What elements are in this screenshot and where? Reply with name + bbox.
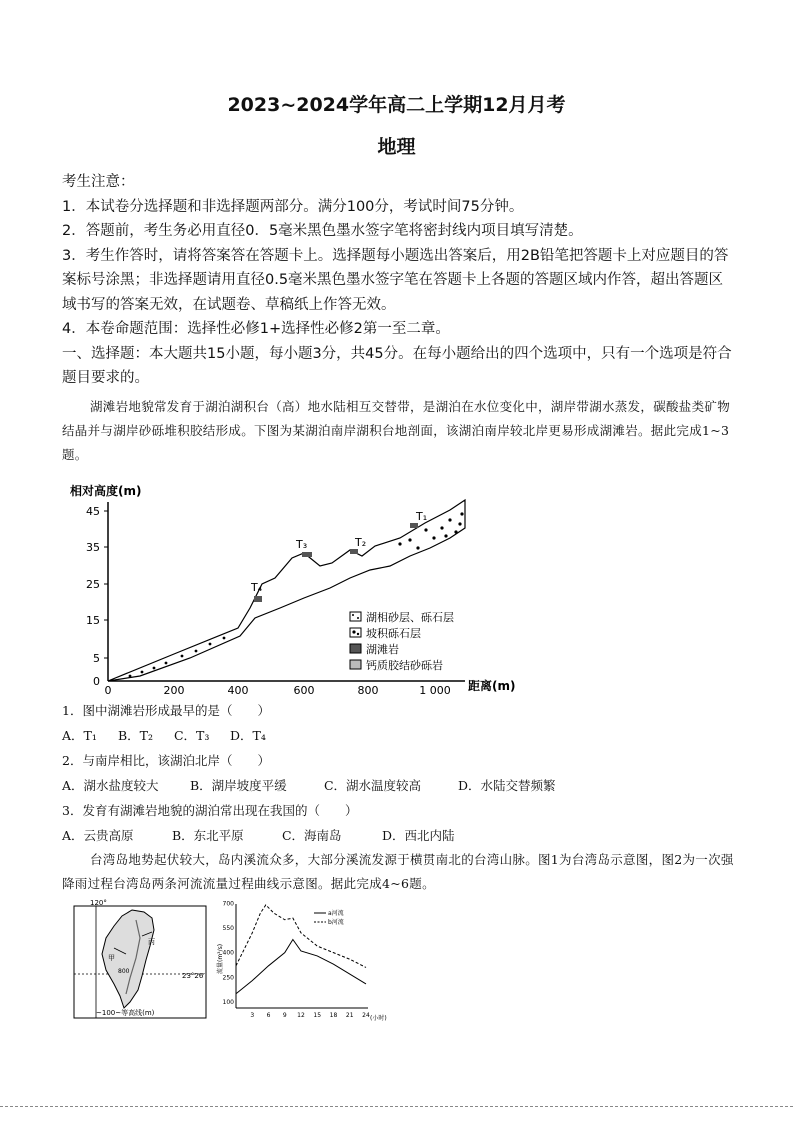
notice-item: 1．本试卷分选择题和非选择题两部分。满分100分，考试时间75分钟。 [62, 198, 524, 215]
question-stem: 1．图中湖滩岩形成最早的是（ ） [62, 703, 270, 718]
questions-1-3 [62, 698, 734, 848]
exam-subject: 地理 [377, 136, 416, 158]
option[interactable]: B．东北平原 [171, 828, 244, 843]
option[interactable]: C．T₃ [173, 728, 210, 743]
y-tick: 5 [93, 652, 100, 665]
profile-xlabel: 距离(m) [468, 679, 516, 693]
question-options [62, 823, 734, 848]
option[interactable]: C．海南岛 [281, 828, 342, 843]
option[interactable]: C．湖水温度较高 [323, 778, 422, 793]
legend-label: 坡积砾石层 [366, 627, 421, 640]
taiwan-map-figure [70, 898, 210, 1023]
y-tick: 15 [86, 614, 100, 627]
chart-x-tick: 18 [329, 1012, 338, 1019]
chart-y-tick: 100 [222, 999, 234, 1006]
chart-x-tick: 24 [362, 1012, 370, 1019]
notice-block [62, 170, 737, 391]
passage-2: 台湾岛地势起伏较大，岛内溪流众多，大部分溪流发源于横贯南北的台湾山脉。图1为台湾岛示意图，图2为一次强降雨过程台湾岛两条河流流量过程曲线示意图。据此完成4~6题。 [62, 852, 734, 891]
section-heading: 一、选择题：本大题共15小题，每小题3分，共45分。在每小题给出的四个选项中，只有一个选项是符合题目要求的。 [62, 345, 732, 386]
chart-x-tick: 3 [250, 1012, 255, 1019]
option[interactable]: A．湖水盐度较大 [62, 778, 159, 793]
series-line-a [236, 939, 366, 993]
x-tick: 1 000 [419, 684, 451, 697]
x-tick: 400 [227, 684, 249, 697]
option[interactable]: A．T₁ [62, 728, 97, 743]
x-tick: 800 [357, 684, 379, 697]
y-tick: 0 [93, 675, 100, 688]
option[interactable]: A．云贵高原 [62, 828, 134, 843]
chart-x-tick: 9 [282, 1012, 287, 1019]
profile-ylabel: 相对高度(m) [70, 484, 142, 498]
chart-x-tick: 15 [313, 1012, 322, 1019]
passage-1: 湖滩岩地貌常发育于湖泊湖积台（高）地水陆相互交替带，是湖泊在水位变化中，湖岸带湖水蒸发，碳酸盐类矿物结晶并与湖岸砂砾堆积胶结形成。下图为某湖泊南岸湖积台地剖面，该湖泊南岸较北岸更易形成湖滩岩。据此完成1~3题。 [62, 399, 731, 462]
notice-item: 2．答题前，考生务必用直径0．5毫米黑色墨水签字笔将密封线内项目填写清楚。 [62, 223, 583, 239]
profile-legend [350, 610, 454, 672]
option[interactable]: B．湖岸坡度平缓 [189, 778, 287, 793]
y-tick: 25 [86, 578, 100, 591]
chart-xlabel: (小时) [370, 1015, 387, 1022]
notice-heading: 考生注意： [62, 174, 135, 190]
chart-x-tick: 12 [297, 1012, 305, 1019]
chart-x-tick: 21 [345, 1012, 354, 1019]
chart-y-tick: 700 [222, 900, 234, 908]
x-tick: 600 [293, 684, 315, 697]
option[interactable]: D．水陆交替频繁 [457, 778, 556, 793]
terrace-profile-figure [70, 478, 516, 698]
page-bottom-rule [0, 1106, 793, 1107]
river-a-label: 甲 [108, 954, 115, 962]
exam-title: 2023~2024学年高二上学期12月月考 [227, 94, 566, 116]
river-b-label: 丙 [148, 938, 155, 946]
terrace-label-t2: T₂ [355, 536, 367, 549]
contour-value: 800 [118, 968, 130, 975]
chart-y-tick: 250 [222, 974, 234, 982]
map-legend: ~100~等高线(m) [96, 1009, 155, 1017]
option[interactable]: D．西北内陆 [381, 828, 455, 843]
terrace-label-t3: T₃ [296, 538, 308, 551]
question-options [62, 773, 734, 798]
notice-item: 4．本卷命题范围：选择性必修1+选择性必修2第一至二章。 [62, 321, 450, 337]
terrace-label-t4: T₄ [251, 581, 263, 594]
series-line-b [236, 905, 366, 968]
chart-y-tick: 550 [222, 924, 234, 932]
x-tick: 200 [163, 684, 185, 697]
legend-label: 钙质胶结砂砾岩 [366, 659, 443, 672]
question-stem: 2．与南岸相比，该湖泊北岸（ ） [62, 753, 270, 768]
legend-series-b: b河流 [328, 919, 344, 926]
option[interactable]: B．T₂ [117, 728, 154, 743]
chart-x-tick: 6 [266, 1012, 271, 1019]
chart-ylabel: 流量(m³/s) [217, 943, 224, 974]
chart-y-tick: 400 [222, 949, 234, 957]
terrace-label-t1: T₁ [416, 510, 428, 523]
discharge-chart [210, 896, 387, 1024]
x-tick: 0 [104, 684, 112, 697]
legend-label: 湖相砂层、砾石层 [366, 611, 454, 624]
question-options [62, 723, 734, 748]
legend-series-a: a河流 [328, 910, 344, 917]
lat-label: 23°26′ [182, 972, 205, 980]
option[interactable]: D．T₄ [229, 728, 266, 743]
question-stem: 3．发育有湖滩岩地貌的湖泊常出现在我国的（ ） [62, 803, 358, 818]
legend-label: 湖滩岩 [366, 643, 399, 656]
lon-label: 120° [90, 899, 107, 907]
y-tick: 35 [86, 541, 100, 554]
y-tick: 45 [86, 505, 100, 518]
notice-item: 3．考生作答时，请将答案答在答题卡上。选择题每小题选出答案后，用2B铅笔把答题卡上对应题目的答案标号涂黑；非选择题请用直径0.5毫米黑色墨水签字笔在答题卡上各题的答题区域内作答，超出答题区域书写的答案无效，在试题卷、草稿纸上作答无效。 [62, 247, 729, 313]
